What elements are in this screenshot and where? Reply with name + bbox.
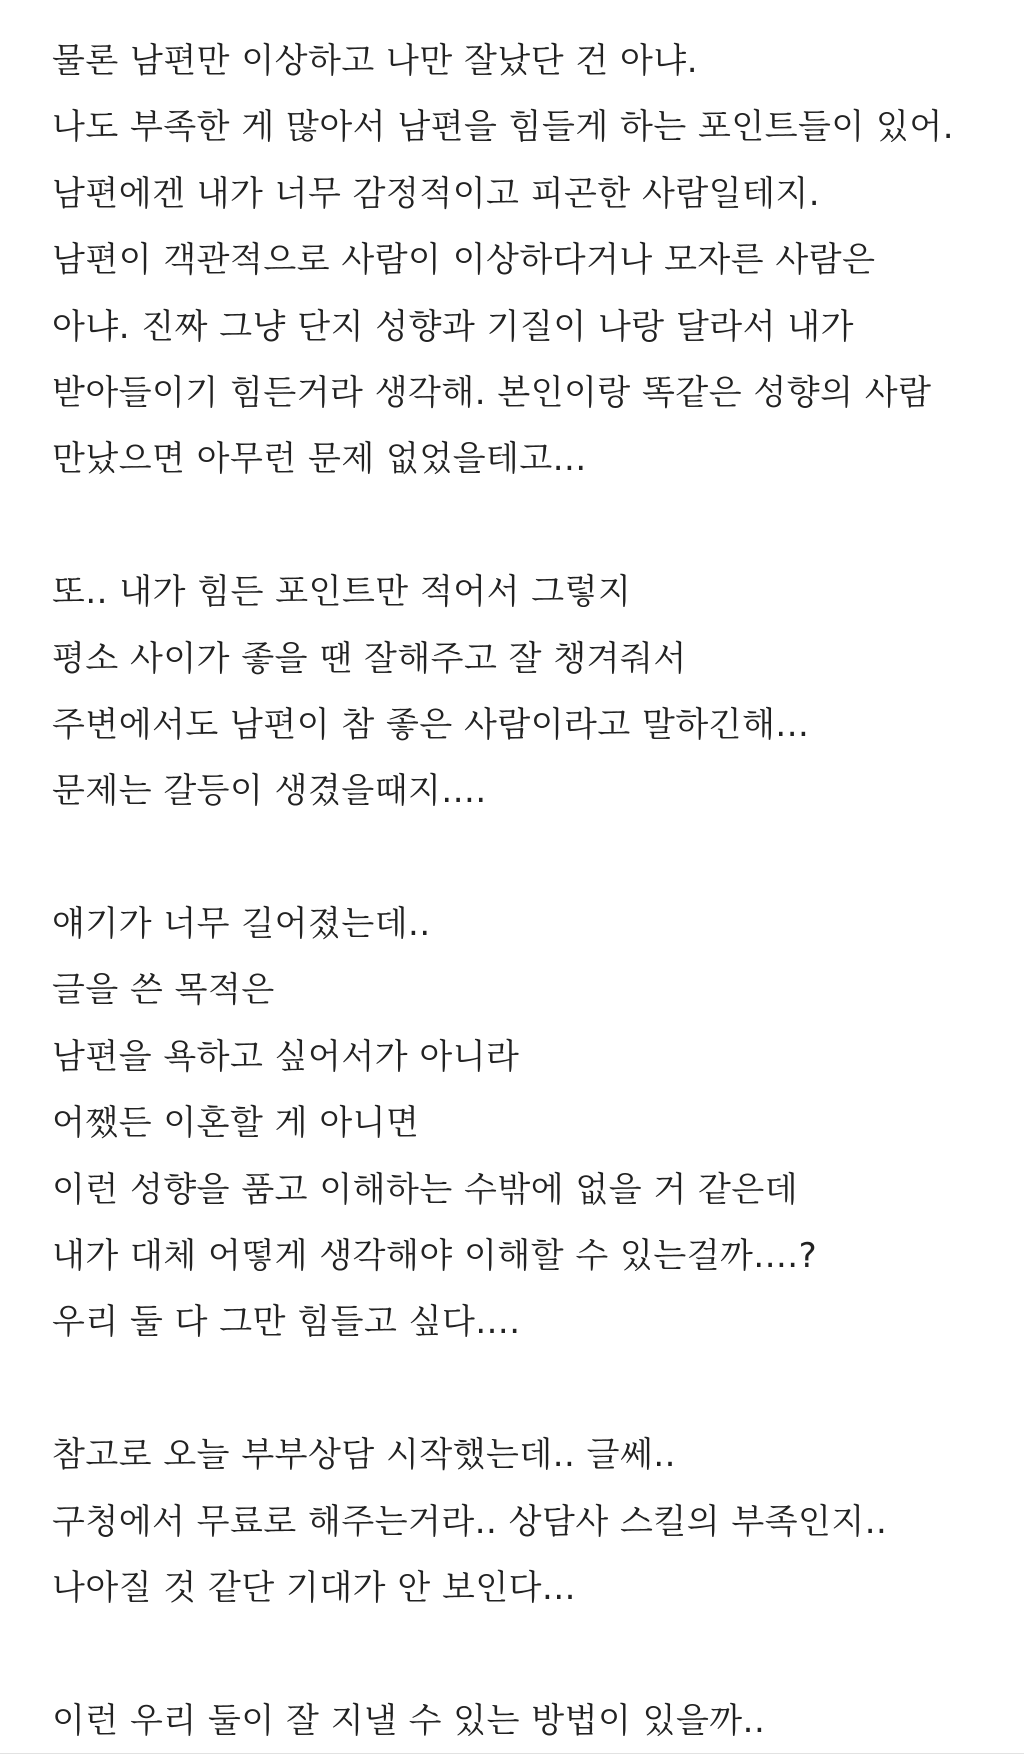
post-body [52,28,1002,1754]
paragraph-break [52,825,1002,891]
post-line: 나도 부족한 게 많아서 남편을 힘들게 하는 포인트들이 있어. [52,107,955,148]
paragraph-break [52,493,1002,559]
post-line: 만났으면 아무런 문제 없었을테고... [52,439,587,480]
bottom-divider [0,1753,1024,1754]
paragraph-break [52,1356,1002,1422]
post-line: 이런 우리 둘이 잘 지낼 수 있는 방법이 있을까.. [52,1700,766,1741]
post-line: 물론 남편만 이상하고 나만 잘났단 건 아냐. [52,41,698,81]
post-line: 참고로 오늘 부부상담 시작했는데.. 글쎄.. [52,1435,676,1476]
post-line: 내가 대체 어떻게 생각해야 이해할 수 있는걸까....? [52,1236,818,1277]
post-line: 얘기가 너무 길어졌는데.. [52,904,431,945]
post-line: 또.. 내가 힘든 포인트만 적어서 그렇지 [52,572,632,613]
post-line: 우리 둘 다 그만 힘들고 싶다.... [52,1302,521,1343]
post-line: 어쨌든 이혼할 게 아니면 [52,1103,420,1144]
post-line: 문제는 갈등이 생겼을때지.... [52,771,487,812]
post-line: 나아질 것 같단 기대가 안 보인다... [52,1567,576,1608]
post-line: 받아들이기 힘든거라 생각해. 본인이랑 똑같은 성향의 사람 [52,372,932,413]
post-line: 남편이 객관적으로 사람이 이상하다거나 모자른 사람은 [52,240,876,281]
post-line: 구청에서 무료로 해주는거라.. 상담사 스킬의 부족인지.. [52,1501,888,1542]
post-line: 주변에서도 남편이 참 좋은 사람이라고 말하긴해... [52,704,810,745]
post-line: 글을 쓴 목적은 [52,970,275,1011]
post-line: 이런 성향을 품고 이해하는 수밖에 없을 거 같은데 [52,1169,799,1210]
post-line: 아냐. 진짜 그냥 단지 성향과 기질이 나랑 달라서 내가 [52,306,854,347]
post-line: 남편에겐 내가 너무 감정적이고 피곤한 사람일테지. [52,173,821,214]
post-line: 남편을 욕하고 싶어서가 아니라 [52,1036,520,1077]
paragraph-break [52,1621,1002,1687]
post-line: 평소 사이가 좋을 땐 잘해주고 잘 챙겨줘서 [52,638,687,679]
